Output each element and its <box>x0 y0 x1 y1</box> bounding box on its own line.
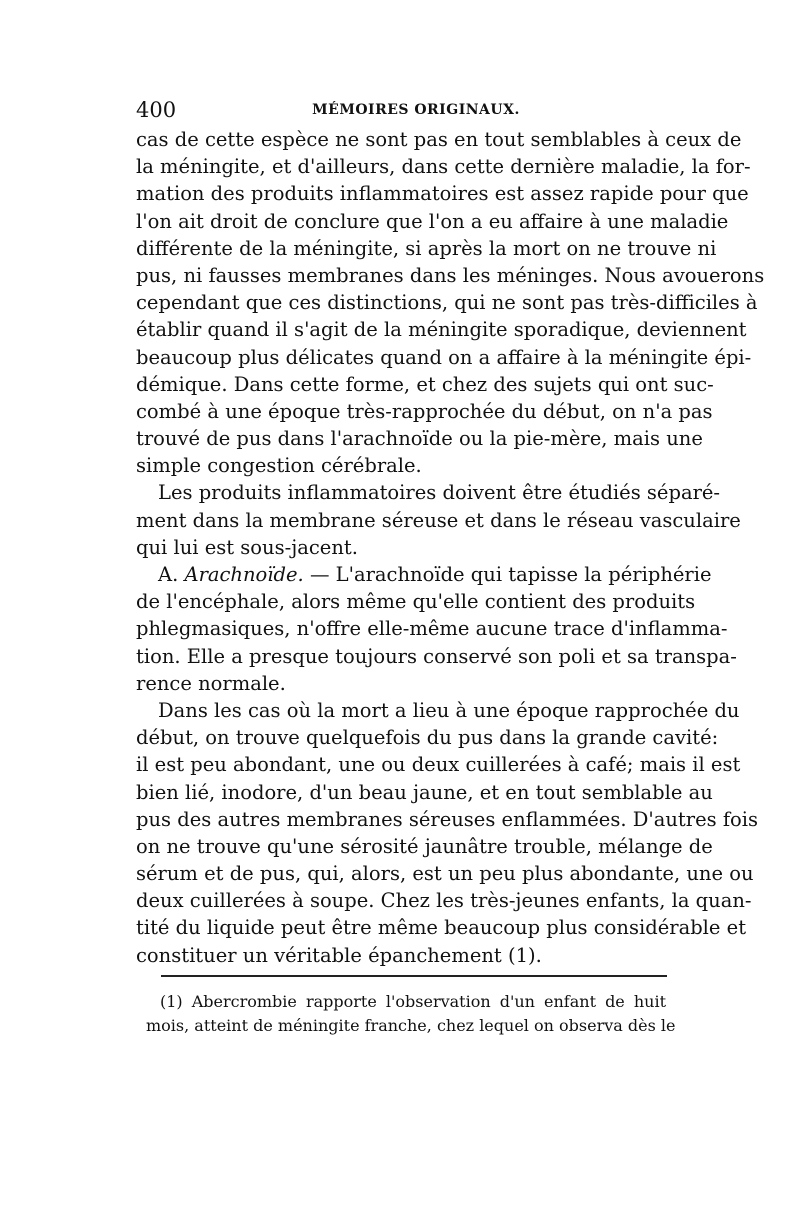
running-head: MÉMOIRES ORIGINAUX. <box>312 102 520 118</box>
text-line: simple congestion cérébrale. <box>136 454 422 478</box>
text-line: ment dans la membrane séreuse et dans le réseau vasculaire <box>136 508 741 532</box>
section-title: Arachnoïde. <box>184 563 304 586</box>
text-line: on ne trouve qu'une sérosité jaunâtre trouble, mélange de <box>136 834 713 858</box>
text-line: mation des produits inflammatoires est assez rapide pour que <box>136 182 749 206</box>
section-heading-text: — L'arachnoïde qui tapisse la périphérie <box>309 563 712 586</box>
section-heading-line <box>136 561 712 588</box>
text-line: trouvé de pus dans l'arachnoïde ou la pie-mère, mais une <box>136 427 703 451</box>
text-line: phlegmasiques, n'offre elle-même aucune trace d'inflamma- <box>136 617 728 641</box>
footnote-line: (1) Abercrombie rapporte l'observation d'un enfant de huit <box>160 992 666 1011</box>
text-line: qui lui est sous-jacent. <box>136 535 358 559</box>
text-line: de l'encéphale, alors même qu'elle contient des produits <box>136 590 696 614</box>
footnote-divider <box>161 975 667 977</box>
text-line: Dans les cas où la mort a lieu à une époque rapprochée du <box>158 698 740 722</box>
text-line: tion. Elle a presque toujours conservé son poli et sa transpa- <box>136 644 737 668</box>
text-line: Les produits inflammatoires doivent être étudiés séparé- <box>158 481 721 505</box>
body-text <box>136 126 765 969</box>
text-line: il est peu abondant, une ou deux cuillerées à café; mais il est <box>136 753 741 777</box>
text-line: cependant que ces distinctions, qui ne sont pas très-difficiles à <box>136 291 758 315</box>
text-line: pus des autres membranes séreuses enflammées. D'autres fois <box>136 807 759 831</box>
text-line: combé à une époque très-rapprochée du début, on n'a pas <box>136 399 713 423</box>
text-line: rence normale. <box>136 671 286 695</box>
text-line: bien lié, inodore, d'un beau jaune, et en tout semblable au <box>136 780 713 804</box>
text-line: cas de cette espèce ne sont pas en tout semblables à ceux de <box>136 128 742 151</box>
text-line: établir quand il s'agit de la méningite sporadique, deviennent <box>136 318 747 342</box>
text-line: deux cuillerées à soupe. Chez les très-jeunes enfants, la quan- <box>136 889 752 913</box>
text-line: démique. Dans cette forme, et chez des sujets qui ont suc- <box>136 372 714 396</box>
text-line: début, on trouve quelquefois du pus dans la grande cavité: <box>136 726 719 750</box>
page-header <box>136 98 666 124</box>
footnote <box>146 990 676 1038</box>
text-line: l'on ait droit de conclure que l'on a eu affaire à une maladie <box>136 209 729 233</box>
text-line: différente de la méningite, si après la mort on ne trouve ni <box>136 236 717 260</box>
page-number: 400 <box>136 98 177 122</box>
footnote-line: mois, atteint de méningite franche, chez lequel on observa dès le <box>146 1016 676 1035</box>
text-line: pus, ni fausses membranes dans les méninges. Nous avouerons <box>136 263 765 287</box>
text-line: beaucoup plus délicates quand on a affaire à la méningite épi- <box>136 345 752 369</box>
text-line: constituer un véritable épanchement (1). <box>136 943 542 967</box>
text-line: la méningite, et d'ailleurs, dans cette dernière maladie, la for- <box>136 155 751 179</box>
text-line: sérum et de pus, qui, alors, est un peu plus abondante, une ou <box>136 862 754 886</box>
text-line: tité du liquide peut être même beaucoup plus considérable et <box>136 916 747 940</box>
section-label: A. <box>158 563 179 586</box>
